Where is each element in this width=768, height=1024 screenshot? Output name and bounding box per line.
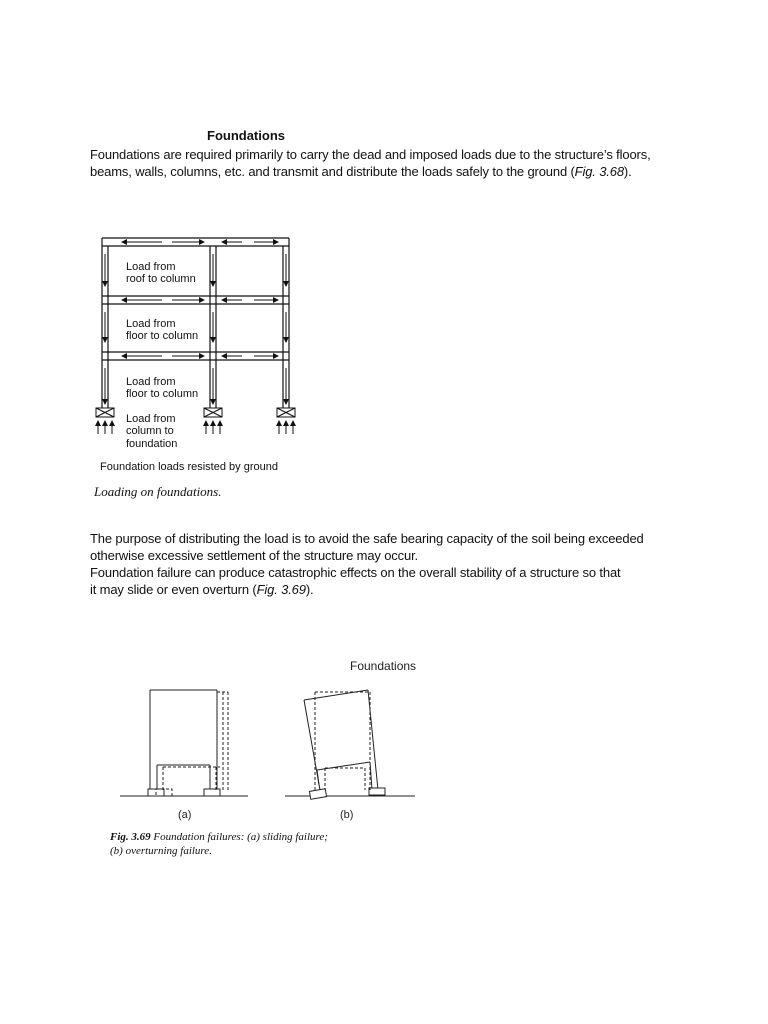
intro-end: ). bbox=[623, 164, 632, 179]
label-roof-1: Load from bbox=[126, 261, 176, 273]
figure2-header: Foundations bbox=[350, 659, 417, 673]
page-title: Foundations bbox=[207, 128, 285, 143]
overturning-failure-drawing bbox=[285, 690, 415, 799]
label-floor-lower-2: floor to column bbox=[126, 388, 199, 400]
label-foundation-1: Load from bbox=[126, 413, 176, 425]
figure-ref-368: Fig. 3.68 bbox=[574, 164, 624, 179]
label-foundation-2: column to bbox=[126, 425, 174, 437]
purpose-line-4b: ). bbox=[305, 582, 314, 597]
figure2-caption-text-1: Foundation failures: (a) sliding failure; bbox=[153, 831, 328, 843]
label-b: (b) bbox=[340, 809, 354, 821]
ground-label: Foundation loads resisted by ground bbox=[100, 461, 278, 473]
intro-text: Foundations are required primarily to carry the dead and imposed loads due to the structure’s floors, beams, walls, columns, etc. and transmit and distribute the loads safely to the ground ( bbox=[90, 147, 651, 179]
label-roof-2: roof to column bbox=[126, 273, 196, 285]
purpose-paragraph bbox=[90, 530, 690, 598]
figure2-caption-line-1 bbox=[110, 830, 328, 844]
sliding-failure-drawing bbox=[120, 690, 248, 796]
purpose-line-1: The purpose of distributing the load is to avoid the safe bearing capacity of the soil being exceeded bbox=[90, 531, 644, 546]
loading-diagram bbox=[92, 228, 332, 478]
intro-paragraph bbox=[90, 146, 690, 180]
failure-diagram bbox=[120, 650, 440, 835]
label-floor-upper-1: Load from bbox=[126, 318, 176, 330]
label-floor-upper-2: floor to column bbox=[126, 330, 199, 342]
label-foundation-3: foundation bbox=[126, 438, 178, 450]
figure-ref-369: Fig. 3.69 bbox=[256, 582, 306, 597]
figure1-caption: Loading on foundations. bbox=[94, 484, 222, 499]
label-a: (a) bbox=[178, 809, 192, 821]
purpose-line-4a: it may slide or even overturn ( bbox=[90, 582, 257, 597]
label-floor-lower-1: Load from bbox=[126, 376, 176, 388]
figure2-caption bbox=[110, 830, 328, 858]
figure2-caption-line-2: (b) overturning failure. bbox=[110, 845, 212, 857]
purpose-line-4 bbox=[90, 581, 690, 598]
purpose-line-2: otherwise excessive settlement of the structure may occur. bbox=[90, 548, 418, 563]
purpose-line-3: Foundation failure can produce catastrophic effects on the overall stability of a structure so that bbox=[90, 565, 621, 580]
figure2-caption-num: Fig. 3.69 bbox=[110, 831, 151, 843]
